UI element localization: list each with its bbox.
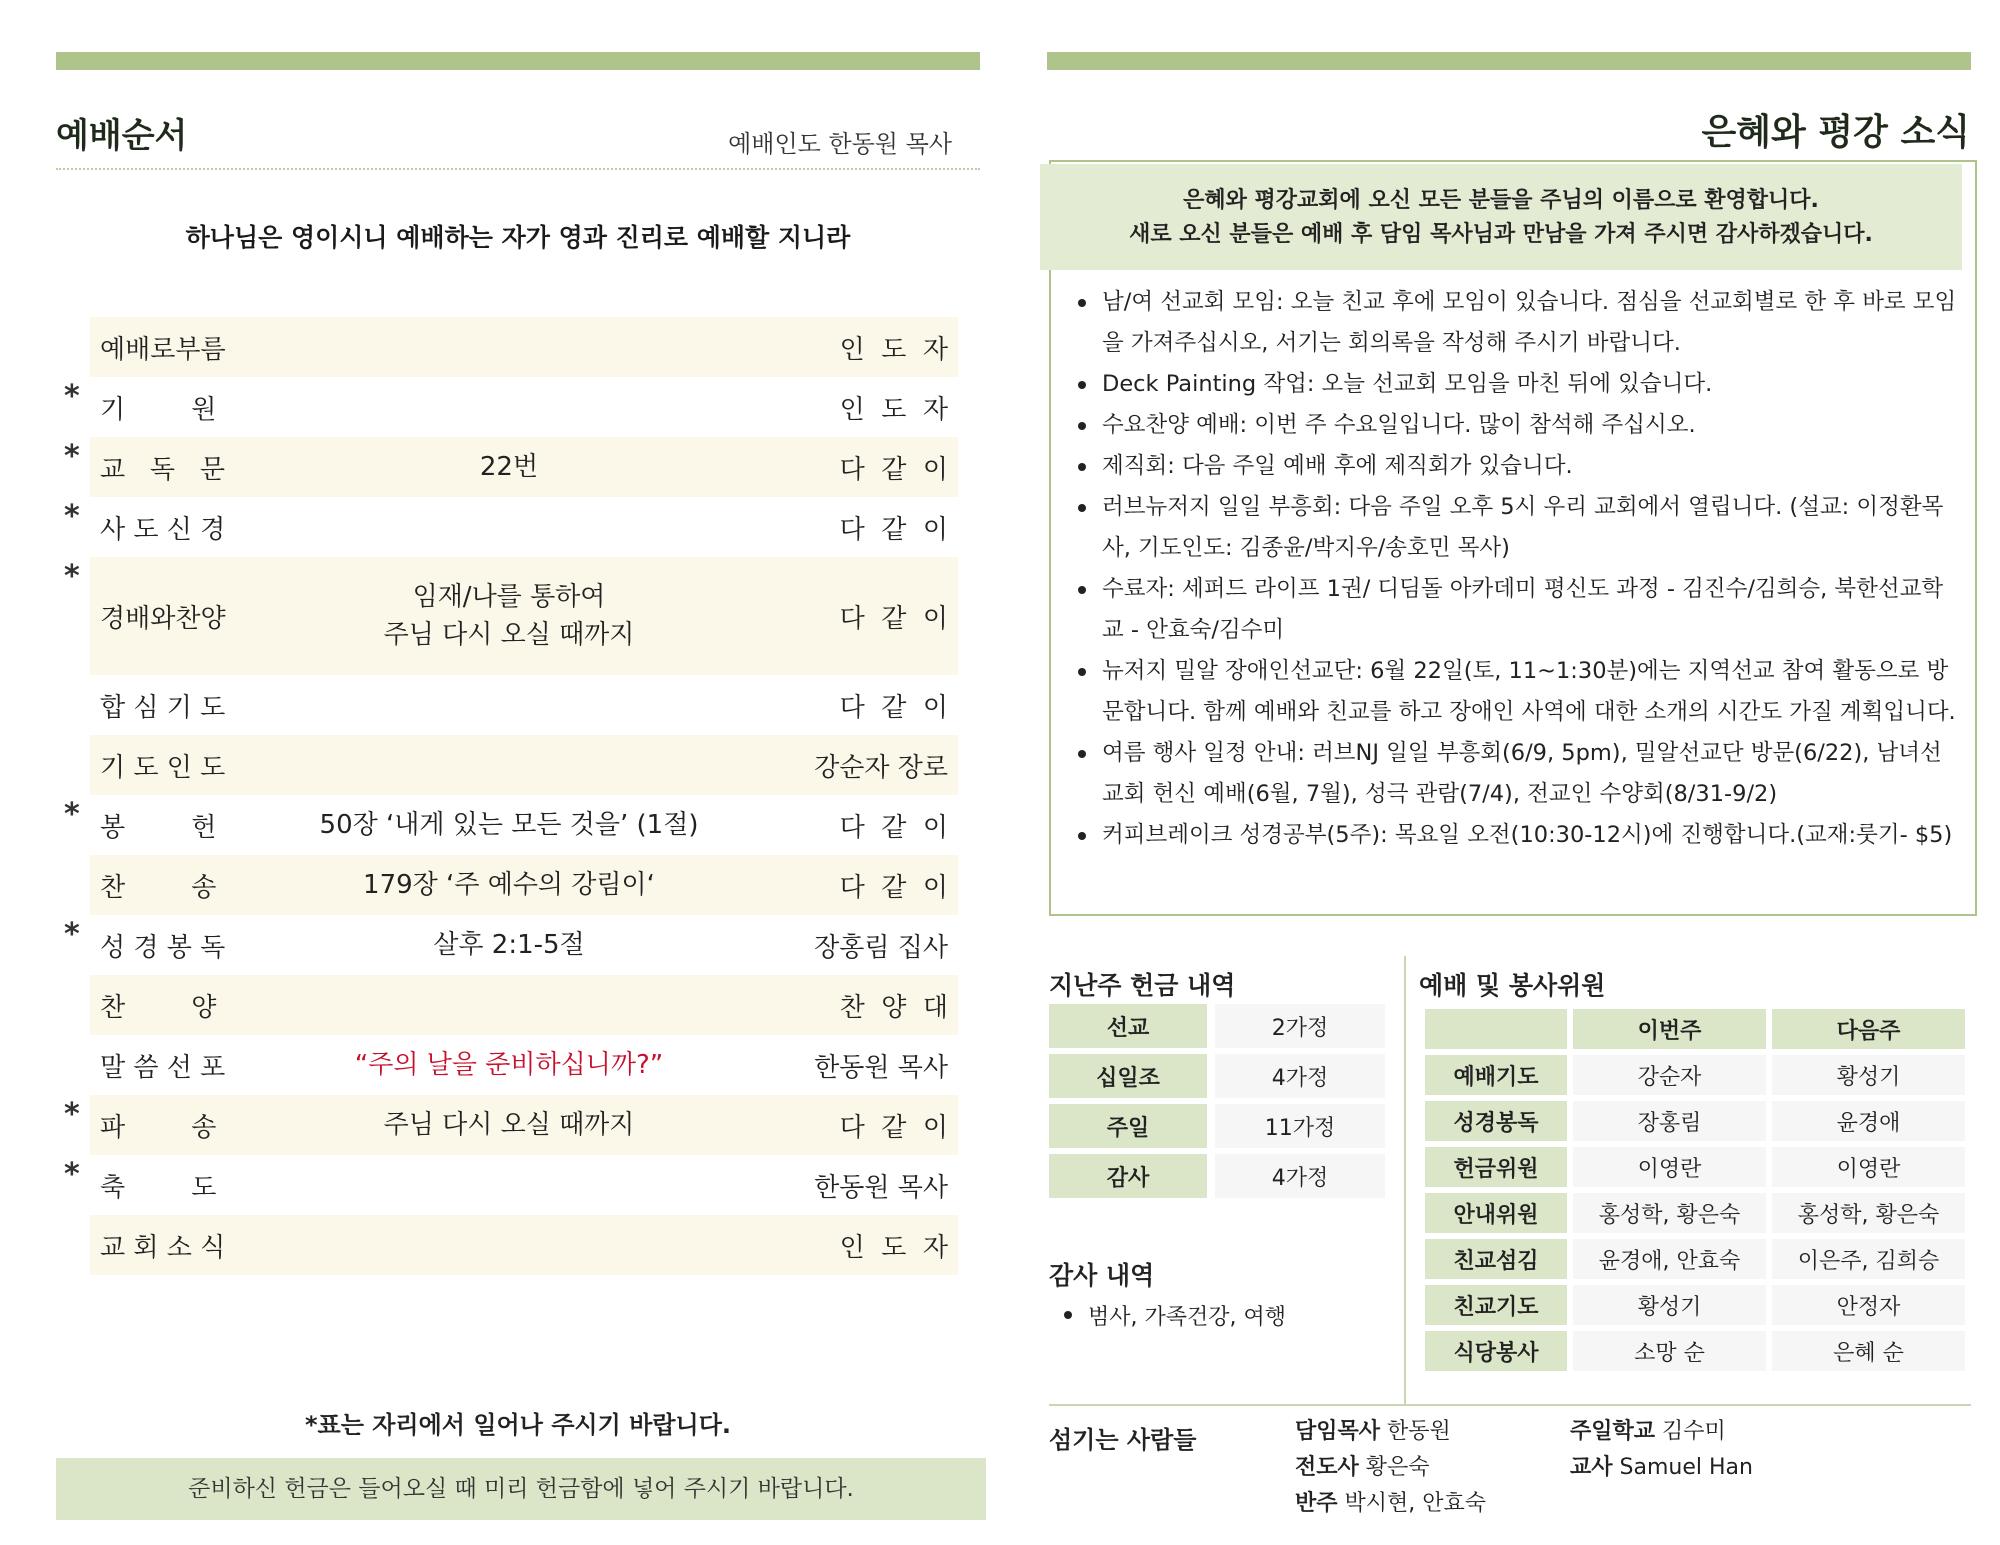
order-item-name: 교 회 소 식 xyxy=(100,1232,226,1263)
staff-space xyxy=(1359,1455,1366,1480)
staff-space xyxy=(1655,1419,1662,1444)
order-item-name: 파 송 xyxy=(100,1112,217,1143)
order-row xyxy=(90,317,958,377)
order-item-content: 임재/나를 통하여 주님 다시 오실 때까지 xyxy=(383,582,635,650)
order-row xyxy=(64,1095,958,1155)
staff-entry xyxy=(1295,1414,1486,1450)
stand-star: * xyxy=(64,917,80,952)
offering-count: 4가정 xyxy=(1215,1054,1385,1098)
order-item-person: 다 같 이 xyxy=(839,603,948,634)
order-item-name: 교 독 문 xyxy=(100,454,225,485)
offering-category: 주일 xyxy=(1049,1104,1207,1148)
service-role: 헌금위원 xyxy=(1425,1147,1567,1187)
staff-name: Samuel Han xyxy=(1619,1455,1753,1480)
service-role: 친교기도 xyxy=(1425,1285,1567,1325)
welcome-banner xyxy=(1040,164,1962,270)
stand-star: * xyxy=(64,499,80,534)
service-title: 예배 및 봉사위원 xyxy=(1419,971,1606,1000)
staff-role: 교사 xyxy=(1570,1455,1613,1480)
service-header xyxy=(1425,1009,1567,1049)
offering-note: 준비하신 헌금은 들어오실 때 미리 헌금함에 넣어 주시기 바랍니다. xyxy=(56,1458,986,1520)
service-next-week: 이은주, 김희승 xyxy=(1772,1239,1965,1279)
service-next-week: 황성기 xyxy=(1772,1055,1965,1095)
staff-role: 담임목사 xyxy=(1295,1419,1381,1444)
order-item-name: 사 도 신 경 xyxy=(100,514,226,545)
service-next-week: 안정자 xyxy=(1772,1285,1965,1325)
news-item: 커피브레이크 성경공부(5주): 목요일 오전(10:30-12시)에 진행합니다.(교재:룻기- $5) xyxy=(1072,815,1962,856)
order-item-person: 찬 양 대 xyxy=(839,992,948,1023)
offering-row xyxy=(1049,1104,1385,1148)
offering-title: 지난주 헌금 내역 xyxy=(1049,971,1236,1000)
order-item-person: 인 도 자 xyxy=(839,394,948,425)
staff-name: 박시현, 안효숙 xyxy=(1344,1491,1487,1516)
staff-role: 주일학교 xyxy=(1570,1419,1656,1444)
stand-star: * xyxy=(64,797,80,832)
order-row xyxy=(90,735,958,795)
news-item: 여름 행사 일정 안내: 러브NJ 일일 부흥회(6/9, 5pm), 밀알선교단 방문(6/22), 남녀선교회 헌신 예배(6월, 7월), 성극 관람(7/4), 전교인 수양회(8/31-9/2) xyxy=(1072,733,1962,815)
order-item-person: 다 같 이 xyxy=(839,692,948,723)
offering-row xyxy=(1049,1004,1385,1048)
service-this-week: 홍성학, 황은숙 xyxy=(1573,1193,1766,1233)
welcome-line-2: 새로 오신 분들은 예배 후 담임 목사님과 만남을 가져 주시면 감사하겠습니다. xyxy=(1129,222,1873,247)
service-role: 식당봉사 xyxy=(1425,1331,1567,1371)
stand-star: * xyxy=(64,559,80,594)
thanks-title: 감사 내역 xyxy=(1049,1261,1155,1290)
service-this-week: 장홍림 xyxy=(1573,1101,1766,1141)
order-row xyxy=(90,975,958,1035)
offering-category: 선교 xyxy=(1049,1004,1207,1048)
order-item-name: 말 씀 선 포 xyxy=(100,1052,226,1083)
service-this-week: 황성기 xyxy=(1573,1285,1766,1325)
news-item: 남/여 선교회 모임: 오늘 친교 후에 모임이 있습니다. 점심을 선교회별로 한 후 바로 모임을 가져주십시오, 서기는 회의록을 작성해 주시기 바랍니다. xyxy=(1072,282,1962,364)
order-item-person: 다 같 이 xyxy=(839,872,948,903)
order-row xyxy=(64,1155,958,1215)
cell-gap xyxy=(1207,1104,1215,1148)
service-this-week: 윤경애, 안효숙 xyxy=(1573,1239,1766,1279)
order-item-person: 다 같 이 xyxy=(839,812,948,843)
stand-note: *표는 자리에서 일어나 주시기 바랍니다. xyxy=(304,1411,732,1439)
service-row xyxy=(1425,1239,1965,1279)
order-item-name: 축 도 xyxy=(100,1172,217,1203)
offering-category: 감사 xyxy=(1049,1154,1207,1198)
service-role: 친교섬김 xyxy=(1425,1239,1567,1279)
order-item-person: 인 도 자 xyxy=(839,334,948,365)
order-item-person: 다 같 이 xyxy=(839,514,948,545)
thanks-list xyxy=(1060,1300,1286,1331)
staff-role: 반주 xyxy=(1295,1491,1338,1516)
stand-star: * xyxy=(64,379,80,414)
service-role: 안내위원 xyxy=(1425,1193,1567,1233)
service-this-week: 강순자 xyxy=(1573,1055,1766,1095)
order-item-name: 찬 송 xyxy=(100,872,217,903)
offering-row xyxy=(1049,1054,1385,1098)
staff-entry xyxy=(1295,1486,1486,1522)
news-item: 수요찬양 예배: 이번 주 수요일입니다. 많이 참석해 주십시오. xyxy=(1072,405,1962,446)
order-item-content: 살후 2:1-5절 xyxy=(433,930,585,960)
welcome-line-1: 은혜와 평강교회에 오신 모든 분들을 주님의 이름으로 환영합니다. xyxy=(1183,188,1819,213)
offering-count: 2가정 xyxy=(1215,1004,1385,1048)
service-header: 다음주 xyxy=(1772,1009,1965,1049)
order-row xyxy=(64,795,958,855)
staff-entry xyxy=(1570,1414,1753,1450)
news-item: Deck Painting 작업: 오늘 선교회 모임을 마친 뒤에 있습니다. xyxy=(1072,364,1962,405)
order-item-person: 한동원 목사 xyxy=(814,1172,948,1203)
order-item-name: 기 도 인 도 xyxy=(100,752,226,783)
service-role: 성경봉독 xyxy=(1425,1101,1567,1141)
order-item-name: 합 심 기 도 xyxy=(100,692,226,723)
news-list xyxy=(1072,282,1962,856)
order-item-content: 22번 xyxy=(479,452,539,482)
news-item: 수료자: 세퍼드 라이프 1권/ 디딤돌 아카데미 평신도 과정 - 김진수/김희승, 북한선교학교 - 안효숙/김수미 xyxy=(1072,569,1962,651)
news-item: 러브뉴저지 일일 부흥회: 다음 주일 오후 5시 우리 교회에서 열립니다. (설교: 이정환목사, 기도인도: 김종윤/박지우/송호민 목사) xyxy=(1072,487,1962,569)
worship-order-title: 예배순서 xyxy=(56,116,188,156)
service-row xyxy=(1425,1101,1965,1141)
service-this-week: 이영란 xyxy=(1573,1147,1766,1187)
offering-count: 4가정 xyxy=(1215,1154,1385,1198)
worship-order-list xyxy=(64,317,958,1275)
cell-gap xyxy=(1207,1154,1215,1198)
stand-star: * xyxy=(64,439,80,474)
staff-entry xyxy=(1570,1450,1753,1486)
service-this-week: 소망 순 xyxy=(1573,1331,1766,1371)
order-row xyxy=(90,675,958,735)
staff-name: 한동원 xyxy=(1387,1419,1451,1444)
order-row xyxy=(64,915,958,975)
order-item-person: 강순자 장로 xyxy=(814,752,948,783)
service-table xyxy=(1419,1003,1971,1377)
order-item-person: 다 같 이 xyxy=(839,1112,948,1143)
order-item-person: 인 도 자 xyxy=(839,1232,948,1263)
order-item-content: 50장 ‘내게 있는 모든 것을’ (1절) xyxy=(319,810,699,840)
service-next-week: 홍성학, 황은숙 xyxy=(1772,1193,1965,1233)
staff-space xyxy=(1613,1455,1620,1480)
order-row xyxy=(90,1035,958,1095)
offering-count: 11가정 xyxy=(1215,1104,1385,1148)
order-item-content: 주님 다시 오실 때까지 xyxy=(383,1110,635,1140)
order-row xyxy=(90,1215,958,1275)
column-divider xyxy=(1404,956,1406,1406)
staff-entry xyxy=(1295,1450,1486,1486)
staff-title: 섬기는 사람들 xyxy=(1049,1426,1197,1454)
service-row xyxy=(1425,1285,1965,1325)
order-item-person: 장홍림 집사 xyxy=(814,932,948,963)
left-header-bar xyxy=(56,52,980,70)
order-item-name: 성 경 봉 독 xyxy=(100,932,226,963)
service-next-week: 이영란 xyxy=(1772,1147,1965,1187)
order-row xyxy=(64,377,958,437)
staff-column-1 xyxy=(1295,1414,1486,1522)
service-row xyxy=(1425,1055,1965,1095)
news-item: 제직회: 다음 주일 예배 후에 제직회가 있습니다. xyxy=(1072,446,1962,487)
staff-divider xyxy=(1049,1404,1971,1406)
staff-space xyxy=(1338,1491,1345,1516)
staff-name: 김수미 xyxy=(1662,1419,1726,1444)
order-item-person: 한동원 목사 xyxy=(814,1052,948,1083)
staff-role: 전도사 xyxy=(1295,1455,1359,1480)
order-item-name: 기 원 xyxy=(100,394,217,425)
order-item-name: 예배로부름 xyxy=(100,334,226,365)
order-row xyxy=(64,497,958,557)
stand-star: * xyxy=(64,1157,80,1192)
cell-gap xyxy=(1207,1004,1215,1048)
order-item-person: 다 같 이 xyxy=(839,454,948,485)
news-item: 뉴저지 밀알 장애인선교단: 6월 22일(토, 11~1:30분)에는 지역선교 참여 활동으로 방문합니다. 함께 예배와 친교를 하고 장애인 사역에 대한 소개의 시간도 가질 계획입니다. xyxy=(1072,651,1962,733)
offering-table xyxy=(1049,998,1385,1204)
worship-leader: 예배인도 한동원 목사 xyxy=(728,130,952,158)
offering-row xyxy=(1049,1154,1385,1198)
service-header-row xyxy=(1425,1009,1965,1049)
order-item-content: 179장 ‘주 예수의 강림이‘ xyxy=(363,870,655,900)
order-row xyxy=(64,557,958,675)
staff-column-2 xyxy=(1570,1414,1753,1486)
order-item-name: 찬 양 xyxy=(100,992,217,1023)
service-row xyxy=(1425,1193,1965,1233)
order-row xyxy=(90,855,958,915)
right-header-bar xyxy=(1047,52,1971,70)
service-next-week: 은혜 순 xyxy=(1772,1331,1965,1371)
order-item-name: 봉 헌 xyxy=(100,812,217,843)
staff-name: 황은숙 xyxy=(1365,1455,1430,1480)
service-row xyxy=(1425,1331,1965,1371)
order-item-name: 경배와찬양 xyxy=(100,603,226,634)
bible-verse: 하나님은 영이시니 예배하는 자가 영과 진리로 예배할 지니라 xyxy=(185,223,851,252)
offering-category: 십일조 xyxy=(1049,1054,1207,1098)
cell-gap xyxy=(1207,1054,1215,1098)
order-item-content: “주의 날을 준비하십니까?” xyxy=(354,1050,664,1080)
stand-star: * xyxy=(64,1097,80,1132)
title-divider xyxy=(56,168,980,170)
order-row xyxy=(64,437,958,497)
service-row xyxy=(1425,1147,1965,1187)
thanks-item: 범사, 가족건강, 여행 xyxy=(1060,1300,1286,1331)
service-next-week: 윤경애 xyxy=(1772,1101,1965,1141)
service-header: 이번주 xyxy=(1573,1009,1766,1049)
service-role: 예배기도 xyxy=(1425,1055,1567,1095)
staff-space xyxy=(1380,1419,1387,1444)
news-title: 은혜와 평강 소식 xyxy=(1701,112,1970,153)
